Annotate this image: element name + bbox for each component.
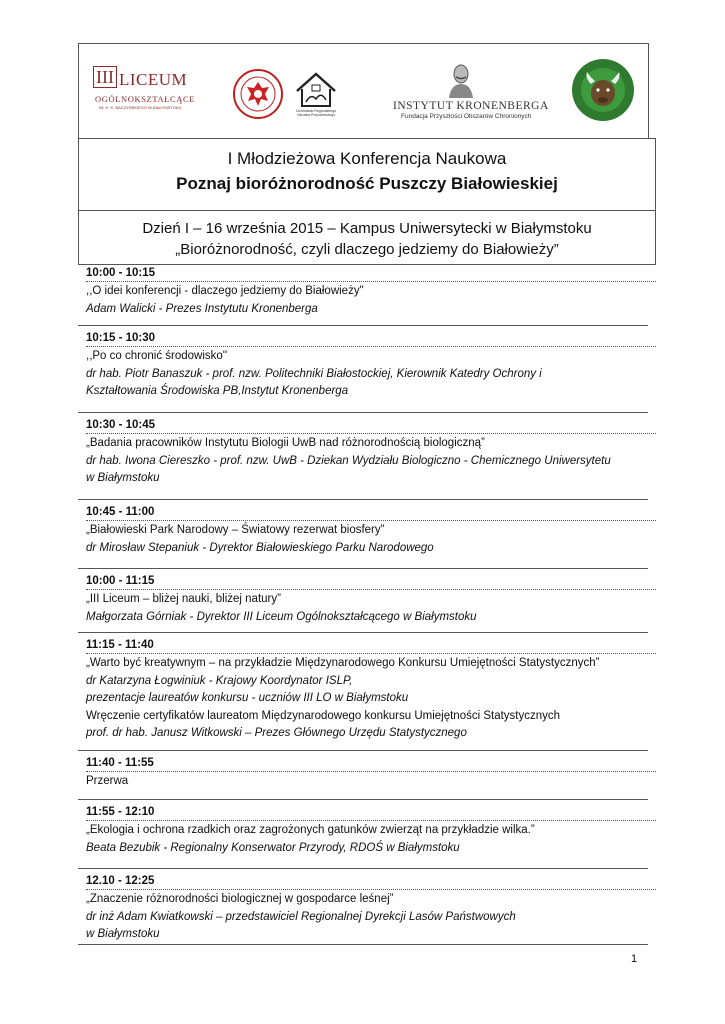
entry-topic: Wręczenie certyfikatów laureatom Międzynarodowego konkursu Umiejętności Statystycznych [86, 709, 561, 722]
dotted-divider [86, 653, 656, 654]
day-info: Dzień I – 16 września 2015 – Kampus Uniwersytecki w Białymstoku [142, 220, 592, 237]
entry-separator [78, 632, 648, 633]
entry-time: 12.10 - 12:25 [86, 875, 155, 887]
entry-speaker: w Białymstoku [86, 472, 160, 484]
park-logo [571, 58, 635, 122]
liceum-logo [89, 66, 196, 116]
entry-speaker: Beata Bezubik - Regionalny Konserwator Przyrody, RDOŚ w Białymstoku [86, 841, 460, 854]
liceum-subtitle: OGÓLNOKSZTAŁCĄCE [95, 94, 196, 104]
schedule-entry [86, 804, 656, 857]
kronenberg-logo [391, 62, 549, 120]
entry-topic: „Warto być kreatywnym – na przykładzie Międzynarodowego Konkursu Umiejętności Statystycznych” [86, 657, 600, 669]
dotted-divider [86, 520, 656, 521]
entry-separator [78, 325, 648, 326]
entry-time: 10:30 - 10:45 [86, 419, 156, 431]
entry-time: 11:40 - 11:55 [86, 757, 154, 769]
entry-time: 10:00 - 10:15 [86, 267, 156, 279]
dotted-divider [86, 889, 656, 890]
entry-topic: Przerwa [86, 775, 129, 787]
entry-separator [78, 499, 648, 500]
entry-speaker: dr hab. Iwona Ciereszko - prof. nzw. UwB - Dziekan Wydziału Biologiczno - Chemicznego Uniwersytetu [86, 454, 611, 467]
entry-separator [78, 750, 648, 751]
eagle-seal-icon [232, 68, 284, 120]
logo-header [78, 43, 649, 138]
schedule-entry [86, 504, 656, 557]
portrait-icon [447, 62, 475, 98]
entry-time: 10:15 - 10:30 [86, 332, 156, 344]
entry-time: 10:00 - 11:15 [86, 575, 155, 587]
liceum-name: LICEUM [119, 70, 188, 89]
entry-speaker: prezentacje laureatów konkursu - uczniów III LO w Białymstoku [86, 692, 409, 704]
entry-speaker: dr inż Adam Kwiatkowski – przedstawiciel Regionalnej Dyrekcji Lasów Państwowych [86, 910, 516, 923]
entry-separator [78, 799, 648, 800]
day-theme: „Bioróżnorodność, czyli dlaczego jedziemy do Białowieży” [175, 241, 559, 258]
schedule-entry [86, 573, 656, 626]
entry-topic: „Badania pracowników Instytutu Biologii UwB nad różnorodnością biologiczną” [86, 437, 485, 449]
page-number: 1 [631, 953, 638, 965]
entry-topic: „Białowieski Park Narodowy – Światowy rezerwat biosfery” [86, 524, 385, 536]
entry-separator [78, 568, 648, 569]
kronenberg-subtitle: Fundacja Przyszłości Obszarów Chronionych [401, 113, 532, 120]
dotted-divider [86, 589, 656, 590]
entry-time: 10:45 - 11:00 [86, 506, 155, 518]
entry-separator [78, 412, 648, 413]
entry-topic: ,,Po co chronić środowisko'' [86, 350, 228, 362]
dotted-divider [86, 433, 656, 434]
schedule-entry [86, 873, 656, 944]
entry-time: 11:15 - 11:40 [86, 639, 154, 651]
entry-time: 11:55 - 12:10 [86, 806, 155, 818]
entry-topic: „III Liceum – bliżej nauki, bliżej natury” [86, 593, 281, 605]
schedule-entry [86, 637, 656, 743]
bison-logo-icon [571, 58, 635, 122]
schedule-entry [86, 417, 656, 488]
title-divider [79, 210, 655, 211]
kronenberg-name: INSTYTUT KRONENBERGA [393, 100, 549, 112]
entry-speaker: Kształtowania Środowiska PB,Instytut Kronenberga [86, 385, 349, 397]
entry-speaker: dr hab. Piotr Banaszuk - prof. nzw. Politechniki Białostockiej, Kierownik Katedry Ochrony i [86, 367, 542, 380]
entry-speaker: dr Katarzyna Łogwiniuk - Krajowy Koordynator ISLP, [86, 674, 353, 687]
entry-topic: „Ekologia i ochrona rzadkich oraz zagrożonych gatunków zwierząt na przykładzie wilka.” [86, 824, 535, 836]
entry-speaker: Adam Walicki - Prezes Instytutu Kronenberga [86, 302, 318, 315]
title-box [78, 138, 656, 265]
liceum-roman-numeral: III [93, 66, 117, 88]
entry-separator [78, 944, 648, 945]
schedule-entry [86, 755, 656, 791]
schedule-entry [86, 265, 656, 318]
entry-speaker: prof. dr hab. Janusz Witkowski – Prezes Głównego Urzędu Statystycznego [86, 727, 467, 739]
dotted-divider [86, 820, 656, 821]
conference-name: I Młodzieżowa Konferencja Naukowa [227, 149, 507, 168]
dotted-divider [86, 771, 656, 772]
dotted-divider [86, 281, 656, 282]
entry-topic: „Znaczenie różnorodności biologicznej w gospodarce leśnej” [86, 893, 394, 905]
entry-speaker: dr Mirosław Stepaniuk - Dyrektor Białowieskiego Parku Narodowego [86, 541, 434, 554]
house-logo-text: Uczniowski Regionalnego Ośrodka Przyrodniczego [295, 109, 337, 117]
entry-speaker: Małgorzata Górniak - Dyrektor III Liceum Ogólnokształcącego w Białymstoku [86, 610, 477, 623]
entry-separator [78, 868, 648, 869]
house-logo [291, 69, 341, 121]
entry-speaker: w Białymstoku [86, 928, 160, 940]
conference-title: Poznaj bioróżnorodność Puszczy Białowieskiej [176, 174, 558, 193]
dotted-divider [86, 346, 656, 347]
schedule-entry [86, 330, 656, 401]
entry-topic: ,,O idei konferencji - dlaczego jedziemy do Białowieży" [86, 285, 364, 297]
liceum-patron: IM. K. K. BACZYŃSKIEGO W BIAŁYMSTOKU [99, 105, 182, 110]
house-logo-icon [291, 69, 341, 109]
